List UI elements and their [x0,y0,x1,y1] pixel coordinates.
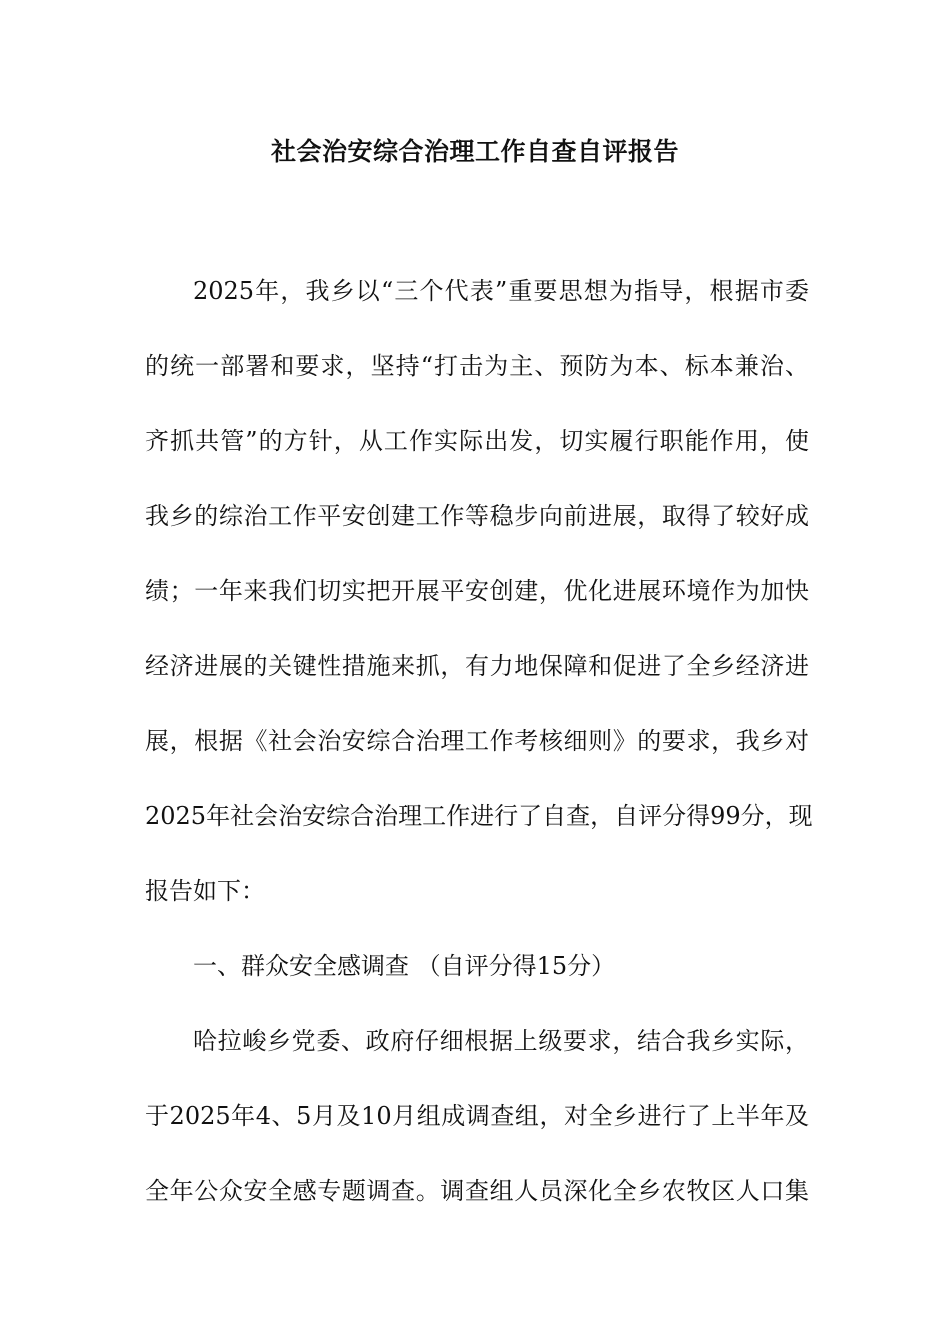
body-line: 2025年社会治安综合治理工作进行了自查，自评分得99分，现 [145,802,813,830]
body-line: 经济进展的关键性措施来抓，有力地保障和促进了全乡经济进 [145,652,809,680]
document-body [145,254,813,1229]
body-line: 全年公众安全感专题调查。调查组人员深化全乡农牧区人口集 [145,1177,809,1205]
body-line: 展，根据《社会治安综合治理工作考核细则》的要求，我乡对 [145,727,809,755]
body-line: 于2025年4、5月及10月组成调查组，对全乡进行了上半年及 [145,1102,809,1130]
document-title: 社会治安综合治理工作自查自评报告 [270,137,679,166]
body-line: 齐抓共管”的方针，从工作实际出发，切实履行职能作用，使 [145,427,809,455]
body-line: 的统一部署和要求，坚持“打击为主、预防为本、标本兼治、 [145,352,809,380]
body-line: 2025年，我乡以“三个代表”重要思想为指导，根据市委 [193,277,809,305]
body-line: 报告如下： [145,877,265,905]
body-line: 我乡的综治工作平安创建工作等稳步向前进展，取得了较好成 [145,502,809,530]
section-heading: 一、群众安全感调查 （自评分得15分） [193,952,616,980]
body-line: 哈拉峻乡党委、政府仔细根据上级要求，结合我乡实际， [193,1027,809,1055]
body-line: 绩；一年来我们切实把开展平安创建，优化进展环境作为加快 [145,577,809,605]
